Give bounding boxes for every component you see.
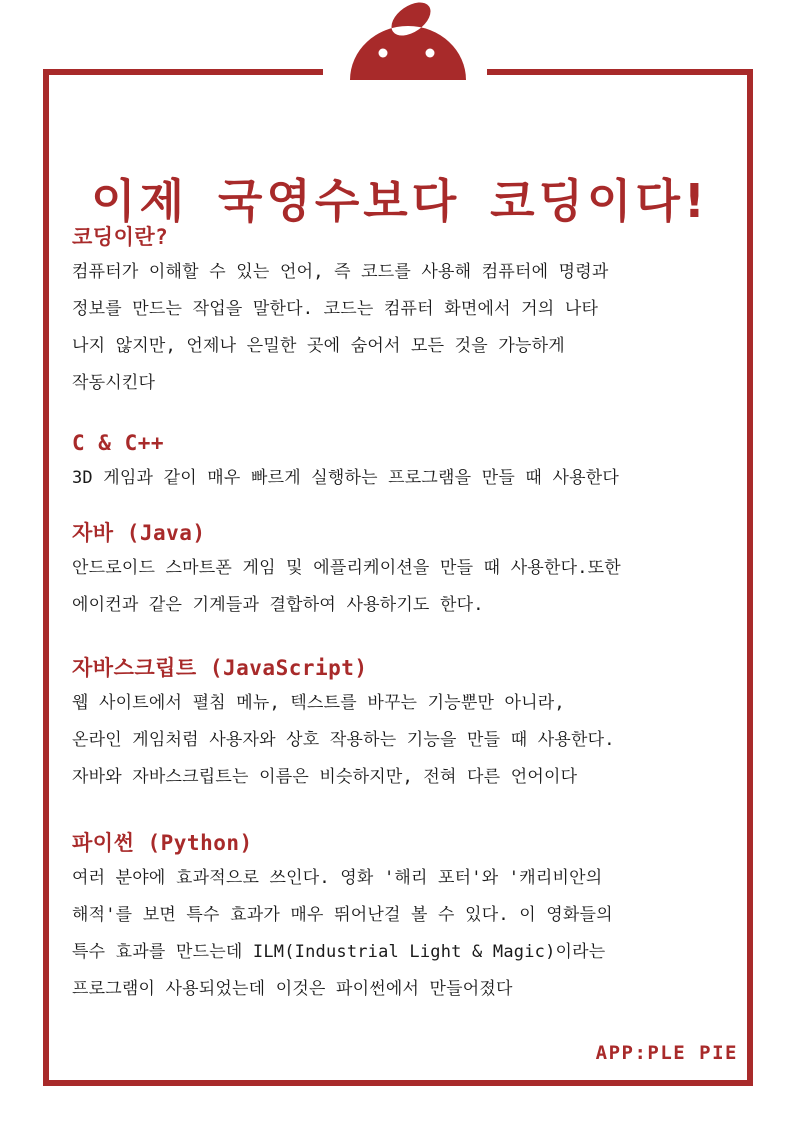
content <box>72 222 762 999</box>
body-line: 안드로이드 스마트폰 게임 및 에플리케이션을 만들 때 사용한다.또한 <box>72 558 621 578</box>
body-line: 웹 사이트에서 펼침 메뉴, 텍스트를 바꾸는 기능뿐만 아니라, <box>72 693 565 713</box>
section-javascript <box>72 653 615 796</box>
section-body <box>72 685 615 796</box>
body-line: 정보를 만드는 작업을 말한다. 코드는 컴퓨터 화면에서 거의 나타 <box>72 299 599 319</box>
section-heading: 코딩이란? <box>72 225 169 249</box>
body-line: 특수 효과를 만드는데 ILM(Industrial Light & Magic)이라는 <box>72 942 606 962</box>
frame-border-top-right <box>487 69 753 75</box>
body-line: 3D 게임과 같이 매우 빠르게 실행하는 프로그램을 만들 때 사용한다 <box>72 468 619 488</box>
body-line: 여러 분야에 효과적으로 쓰인다. 영화 '해리 포터'와 '캐리비안의 <box>72 868 603 888</box>
section-body <box>72 254 762 402</box>
section-heading: 파이썬 (Python) <box>72 831 253 855</box>
section-heading: 자바스크립트 (JavaScript) <box>72 656 368 680</box>
body-line: 나지 않지만, 언제나 은밀한 곳에 숨어서 모든 것을 가능하게 <box>72 336 565 356</box>
frame-border-bottom <box>43 1080 753 1086</box>
footer-brand: APP:PLE PIE <box>595 1042 738 1064</box>
section-body <box>72 550 621 624</box>
page-title: 이제 국영수보다 코딩이다! <box>91 173 709 228</box>
body-line: 자바와 자바스크립트는 이름은 비슷하지만, 전혀 다른 언어이다 <box>72 767 578 787</box>
section-heading: C & C++ <box>72 431 165 455</box>
apple-mascot-icon <box>340 0 470 85</box>
body-line: 프로그램이 사용되었는데 이것은 파이썬에서 만들어졌다 <box>72 979 513 999</box>
frame-border-top-left <box>43 69 323 75</box>
section-body <box>72 860 613 1008</box>
section-coding <box>72 222 762 402</box>
section-body <box>72 460 619 497</box>
body-line: 온라인 게임처럼 사용자와 상호 작용하는 기능을 만들 때 사용한다. <box>72 730 615 750</box>
section-java <box>72 518 621 624</box>
section-python <box>72 828 613 1008</box>
body-line: 해적'를 보면 특수 효과가 매우 뛰어난걸 볼 수 있다. 이 영화들의 <box>72 905 613 925</box>
body-line: 에이컨과 같은 기계들과 결합하여 사용하기도 한다. <box>72 595 484 615</box>
section-c-cpp <box>72 428 619 497</box>
body-line: 작동시킨다 <box>72 373 156 393</box>
body-line: 컴퓨터가 이해할 수 있는 언어, 즉 코드를 사용해 컴퓨터에 명령과 <box>72 262 609 282</box>
section-heading: 자바 (Java) <box>72 521 206 545</box>
